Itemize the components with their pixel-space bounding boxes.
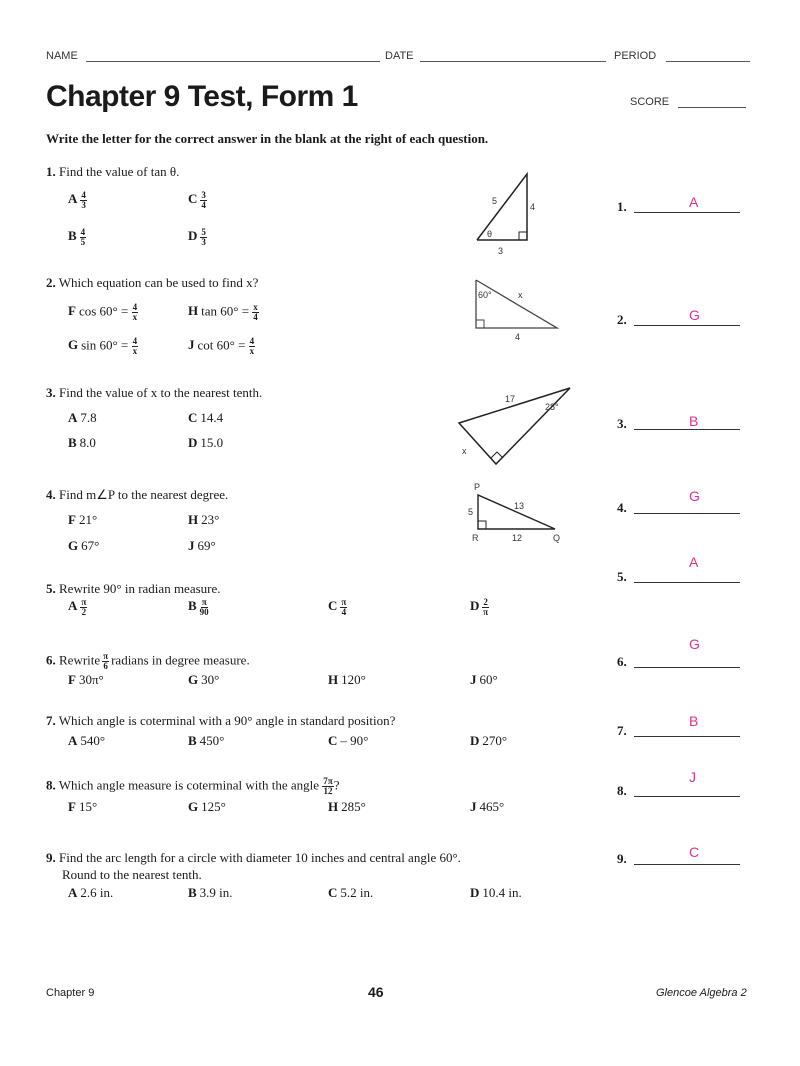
answer-value: C bbox=[689, 844, 700, 860]
option-5d: D $\frac{2}{\pi}$ bbox=[470, 597, 489, 617]
svg-text:17: 17 bbox=[505, 394, 516, 404]
option-8h: H 285° bbox=[328, 799, 366, 814]
question-4: 4. Find m∠P to the nearest degree. bbox=[46, 487, 229, 502]
name-blank[interactable] bbox=[86, 61, 380, 62]
option-2j: J cot 60° = $\frac{4}{x}$ bbox=[188, 336, 255, 356]
footer-book: Glencoe Algebra 2 bbox=[656, 987, 747, 999]
period-blank[interactable] bbox=[666, 61, 750, 62]
svg-text:Q: Q bbox=[553, 533, 561, 543]
svg-text:4: 4 bbox=[515, 332, 521, 342]
option-6f: F 30π° bbox=[68, 672, 104, 687]
answer-value: J bbox=[689, 769, 696, 785]
option-5b: B $\frac{\pi}{90}$ bbox=[188, 597, 209, 617]
option-1b: B $\frac{4}{5}$ bbox=[68, 227, 86, 247]
option-8g: G 125° bbox=[188, 799, 226, 814]
svg-text:3: 3 bbox=[498, 246, 504, 256]
option-7c: C – 90° bbox=[328, 733, 369, 748]
answer-blank[interactable] bbox=[634, 736, 740, 737]
question-8: 8. Which angle measure is coterminal with the angle $\frac{7\pi}{12}$ ? bbox=[46, 776, 340, 796]
question-7: 7. Which angle is coterminal with a 90° angle in standard position? bbox=[46, 713, 396, 728]
option-7d: D 270° bbox=[470, 733, 508, 748]
option-8j: J 465° bbox=[470, 799, 505, 814]
option-6j: J 60° bbox=[470, 672, 498, 687]
question-9: 9. Find the arc length for a circle with diameter 10 inches and central angle 60°. bbox=[46, 850, 461, 865]
option-9a: A 2.6 in. bbox=[68, 885, 114, 900]
option-4g: G 67° bbox=[68, 538, 100, 553]
option-8f: F 15° bbox=[68, 799, 98, 814]
option-7a: A 540° bbox=[68, 733, 106, 748]
svg-text:x: x bbox=[518, 290, 523, 300]
score-label: SCORE bbox=[630, 96, 670, 108]
answer-number: 5. bbox=[617, 569, 627, 584]
answer-number: 7. bbox=[617, 723, 627, 738]
answer-number: 1. bbox=[617, 199, 627, 214]
answer-blank[interactable] bbox=[634, 864, 740, 865]
svg-text:12: 12 bbox=[512, 533, 523, 543]
option-5c: C $\frac{\pi}{4}$ bbox=[328, 597, 347, 617]
answer-number: 6. bbox=[617, 654, 627, 669]
svg-text:5: 5 bbox=[492, 196, 498, 206]
option-9c: C 5.2 in. bbox=[328, 885, 374, 900]
answer-value: B bbox=[689, 713, 699, 729]
option-9b: B 3.9 in. bbox=[188, 885, 233, 900]
triangle-figure-3 bbox=[450, 382, 580, 472]
answer-blank[interactable] bbox=[634, 212, 740, 213]
svg-text:P: P bbox=[474, 482, 481, 492]
svg-text:4: 4 bbox=[530, 202, 536, 212]
answer-blank[interactable] bbox=[634, 429, 740, 430]
score-blank[interactable] bbox=[678, 107, 746, 108]
svg-text:R: R bbox=[472, 533, 479, 543]
option-2g: G sin 60° = $\frac{4}{x}$ bbox=[68, 336, 138, 356]
answer-blank[interactable] bbox=[634, 796, 740, 797]
svg-text:28°: 28° bbox=[545, 402, 559, 412]
option-4f: F 21° bbox=[68, 512, 98, 527]
date-blank[interactable] bbox=[420, 61, 606, 62]
answer-value: B bbox=[689, 413, 699, 429]
option-4h: H 23° bbox=[188, 512, 220, 527]
option-9d: D 10.4 in. bbox=[470, 885, 522, 900]
answer-number: 8. bbox=[617, 783, 627, 798]
option-1a: A $\frac{4}{3}$ bbox=[68, 190, 86, 210]
option-2f: F cos 60° = $\frac{4}{x}$ bbox=[68, 302, 138, 322]
answer-value: G bbox=[689, 488, 700, 504]
answer-number: 3. bbox=[617, 416, 627, 431]
option-3b: B 8.0 bbox=[68, 435, 96, 450]
svg-text:60°: 60° bbox=[478, 290, 492, 300]
answer-number: 9. bbox=[617, 851, 627, 866]
option-7b: B 450° bbox=[188, 733, 225, 748]
answer-blank[interactable] bbox=[634, 667, 740, 668]
answer-blank[interactable] bbox=[634, 325, 740, 326]
svg-text:5: 5 bbox=[468, 507, 474, 517]
svg-text:θ: θ bbox=[487, 229, 493, 239]
date-label: DATE bbox=[385, 50, 414, 62]
period-label: PERIOD bbox=[614, 50, 657, 62]
option-2h: H tan 60° = $\frac{x}{4}$ bbox=[188, 302, 258, 322]
page-number: 46 bbox=[368, 984, 384, 1000]
option-1d: D $\frac{5}{3}$ bbox=[188, 227, 206, 247]
name-label: NAME bbox=[46, 50, 78, 62]
answer-number: 2. bbox=[617, 312, 627, 327]
answer-number: 4. bbox=[617, 500, 627, 515]
triangle-figure-1 bbox=[470, 168, 540, 260]
option-4j: J 69° bbox=[188, 538, 216, 553]
svg-text:x: x bbox=[462, 446, 467, 456]
option-6h: H 120° bbox=[328, 672, 366, 687]
option-1c: C $\frac{3}{4}$ bbox=[188, 190, 206, 210]
option-3d: D 15.0 bbox=[188, 435, 224, 450]
option-3c: C 14.4 bbox=[188, 410, 224, 425]
triangle-figure-4 bbox=[462, 480, 572, 545]
answer-value: A bbox=[689, 194, 699, 210]
option-6g: G 30° bbox=[188, 672, 220, 687]
answer-blank[interactable] bbox=[634, 513, 740, 514]
question-3: 3. Find the value of x to the nearest tenth. bbox=[46, 385, 263, 400]
answer-value: G bbox=[689, 636, 700, 652]
option-5a: A $\frac{\pi}{2}$ bbox=[68, 597, 87, 617]
triangle-figure-2 bbox=[470, 276, 565, 346]
instructions: Write the letter for the correct answer in the blank at the right of each question. bbox=[46, 131, 489, 146]
question-2: 2. Which equation can be used to find x? bbox=[46, 275, 259, 290]
answer-blank[interactable] bbox=[634, 582, 740, 583]
page-title: Chapter 9 Test, Form 1 bbox=[46, 80, 358, 113]
svg-text:13: 13 bbox=[514, 501, 525, 511]
question-5: 5. Rewrite 90° in radian measure. bbox=[46, 581, 221, 596]
question-9-note: Round to the nearest tenth. bbox=[62, 867, 202, 882]
question-6: 6. Rewrite $\frac{\pi}{6}$ radians in degree measure. bbox=[46, 651, 250, 671]
question-1: 1. Find the value of tan θ. bbox=[46, 164, 180, 179]
option-3a: A 7.8 bbox=[68, 410, 97, 425]
answer-value: A bbox=[689, 554, 699, 570]
answer-value: G bbox=[689, 307, 700, 323]
footer-chapter: Chapter 9 bbox=[46, 987, 95, 999]
